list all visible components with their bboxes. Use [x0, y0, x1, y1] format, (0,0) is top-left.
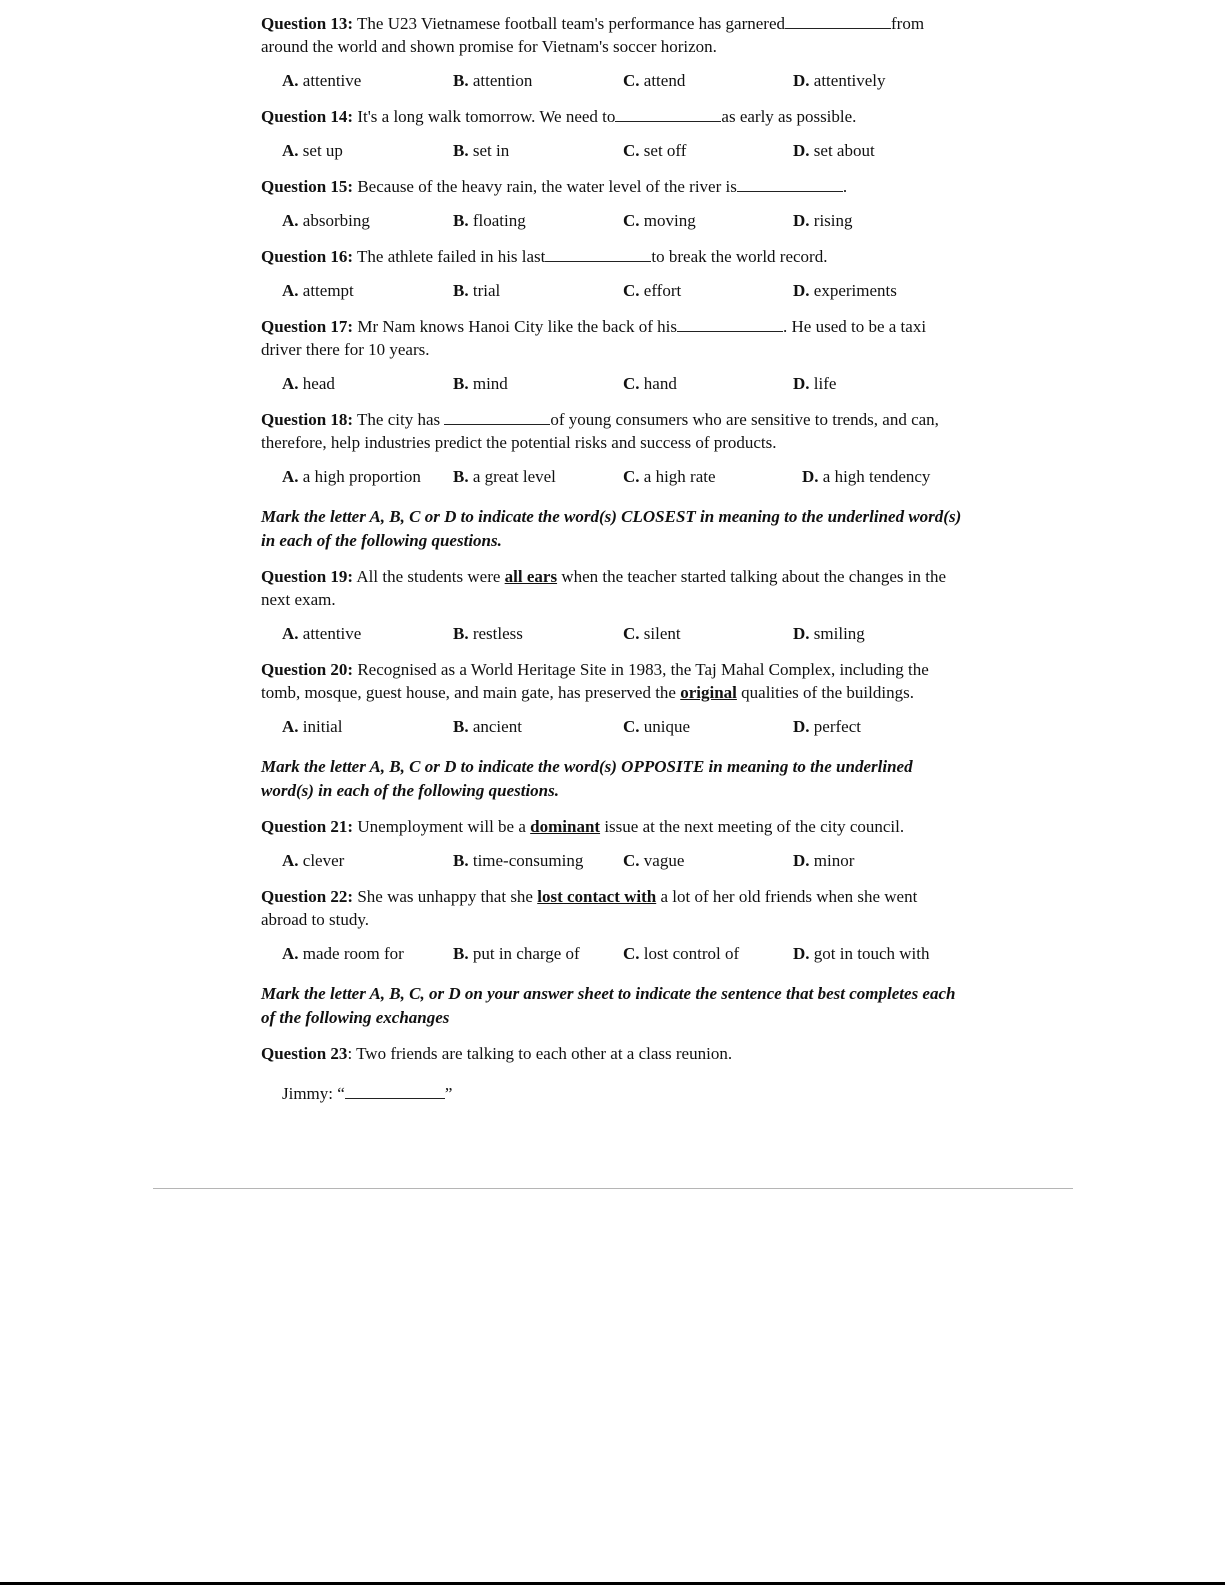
question-text: issue at the next meeting of the city council.	[600, 817, 905, 836]
option-a[interactable]: A. absorbing	[282, 211, 370, 230]
option-a[interactable]: A. attempt	[282, 281, 354, 300]
question-text: of young consumers who are sensitive to trends, and can, therefore, help industries predict the potential risks and success of products.	[261, 410, 939, 452]
option-c[interactable]: C. vague	[623, 851, 685, 870]
option-d[interactable]: D. life	[793, 374, 837, 393]
option-a[interactable]: A. made room for	[282, 944, 404, 963]
options-row	[261, 622, 966, 645]
option-c[interactable]: C. set off	[623, 141, 687, 160]
option-b[interactable]: B. a great level	[453, 467, 556, 486]
option-a[interactable]: A. set up	[282, 141, 343, 160]
question-text: a lot of her old friends when she went abroad to study.	[261, 887, 918, 929]
question-18	[261, 408, 966, 454]
question-22	[261, 885, 966, 931]
option-d[interactable]: D. rising	[793, 211, 853, 230]
question-16	[261, 245, 966, 268]
section-instruction: Mark the letter A, B, C, or D on your answer sheet to indicate the sentence that best completes each of the following exchanges	[261, 984, 956, 1027]
option-d[interactable]: D. minor	[793, 851, 855, 870]
option-d[interactable]: D. attentively	[793, 71, 886, 90]
question-label: Question 21:	[261, 817, 354, 836]
option-a[interactable]: A. attentive	[282, 71, 362, 90]
question-text: : Two friends are talking to each other at a class reunion.	[347, 1044, 733, 1063]
options-row	[261, 849, 966, 872]
question-text: The city has	[353, 410, 445, 429]
option-c[interactable]: C. unique	[623, 717, 691, 736]
option-b[interactable]: B. attention	[453, 71, 533, 90]
question-label: Question 20:	[261, 660, 354, 679]
option-d[interactable]: D. a high tendency	[802, 467, 931, 486]
option-c[interactable]: C. a high rate	[623, 467, 716, 486]
question-label: Question 14:	[261, 107, 354, 126]
answer-blank	[545, 246, 651, 262]
question-text: Because of the heavy rain, the water level of the river is	[353, 177, 737, 196]
option-a[interactable]: A. initial	[282, 717, 343, 736]
options-row	[261, 715, 966, 738]
answer-blank	[615, 106, 721, 122]
question-label: Question 16:	[261, 247, 354, 266]
question-label: Question 18:	[261, 410, 354, 429]
options-row	[261, 209, 966, 232]
underlined-phrase: lost contact with	[537, 887, 657, 906]
option-d[interactable]: D. set about	[793, 141, 875, 160]
question-text: Unemployment will be a	[353, 817, 531, 836]
question-text: All the students were	[353, 567, 505, 586]
question-label: Question 15:	[261, 177, 354, 196]
options-row	[261, 372, 966, 395]
question-text: The U23 Vietnamese football team's performance has garnered	[353, 14, 786, 33]
option-c[interactable]: C. silent	[623, 624, 681, 643]
question-label: Question 13:	[261, 14, 354, 33]
question-15	[261, 175, 966, 198]
question-label: Question 22:	[261, 887, 354, 906]
question-text: She was unhappy that she	[353, 887, 538, 906]
speaker-prefix: Jimmy: “	[282, 1084, 345, 1103]
option-b[interactable]: B. set in	[453, 141, 510, 160]
option-c[interactable]: C. moving	[623, 211, 696, 230]
option-b[interactable]: B. floating	[453, 211, 526, 230]
question-17	[261, 315, 966, 361]
question-text: It's a long walk tomorrow. We need to	[353, 107, 616, 126]
option-b[interactable]: B. mind	[453, 374, 508, 393]
option-d[interactable]: D. got in touch with	[793, 944, 930, 963]
question-label: Question 17:	[261, 317, 354, 336]
option-a[interactable]: A. head	[282, 374, 335, 393]
option-c[interactable]: C. attend	[623, 71, 686, 90]
section-instruction: Mark the letter A, B, C or D to indicate the word(s) CLOSEST in meaning to the underlined word(s) in each of the following questions.	[261, 507, 962, 550]
option-a[interactable]: A. clever	[282, 851, 345, 870]
option-c[interactable]: C. effort	[623, 281, 682, 300]
option-d[interactable]: D. perfect	[793, 717, 861, 736]
question-text: when the teacher started talking about the changes in the next exam.	[261, 567, 947, 609]
question-text: .	[842, 177, 848, 196]
section-instruction: Mark the letter A, B, C or D to indicate the word(s) OPPOSITE in meaning to the underlined word(s) in each of the following questions.	[261, 757, 913, 800]
question-text: The athlete failed in his last	[353, 247, 546, 266]
options-row	[261, 942, 966, 965]
question-text: from around the world and shown promise for Vietnam's soccer horizon.	[261, 14, 925, 56]
question-text: as early as possible.	[721, 107, 857, 126]
question-text: Recognised as a World Heritage Site in 1983, the Taj Mahal Complex, including the tomb, mosque, guest house, and main gate, has preserved the	[261, 660, 929, 702]
option-b[interactable]: B. restless	[453, 624, 523, 643]
underlined-phrase: dominant	[530, 817, 601, 836]
page-divider	[153, 1188, 1073, 1189]
question-text: . He used to be a taxi driver there for 10 years.	[261, 317, 927, 359]
options-row	[261, 139, 966, 162]
options-row	[261, 69, 966, 92]
question-19	[261, 565, 966, 611]
underlined-phrase: original	[680, 683, 737, 702]
underlined-phrase: all ears	[504, 567, 558, 586]
exam-page-content	[261, 12, 966, 1122]
question-text: qualities of the buildings.	[736, 683, 914, 702]
answer-blank	[677, 316, 783, 332]
option-a[interactable]: A. attentive	[282, 624, 362, 643]
dialogue-line	[282, 1082, 966, 1105]
question-21	[261, 815, 966, 838]
question-23	[261, 1042, 966, 1065]
option-b[interactable]: B. put in charge of	[453, 944, 580, 963]
options-row	[261, 465, 966, 488]
question-20	[261, 658, 966, 704]
answer-blank	[737, 176, 843, 192]
answer-blank	[345, 1083, 445, 1099]
option-d[interactable]: D. experiments	[793, 281, 897, 300]
option-c[interactable]: C. hand	[623, 374, 677, 393]
question-13	[261, 12, 966, 58]
answer-blank	[444, 409, 550, 425]
options-row	[261, 279, 966, 302]
option-a[interactable]: A. a high proportion	[282, 467, 421, 486]
question-label: Question 19:	[261, 567, 354, 586]
option-b[interactable]: B. ancient	[453, 717, 522, 736]
option-d[interactable]: D. smiling	[793, 624, 865, 643]
question-14	[261, 105, 966, 128]
option-b[interactable]: B. trial	[453, 281, 501, 300]
quote-close: ”	[444, 1084, 453, 1103]
answer-blank	[785, 13, 891, 29]
option-c[interactable]: C. lost control of	[623, 944, 740, 963]
question-text: Mr Nam knows Hanoi City like the back of his	[353, 317, 677, 336]
question-label: Question 23	[261, 1044, 348, 1063]
option-b[interactable]: B. time-consuming	[453, 851, 584, 870]
question-text: to break the world record.	[651, 247, 828, 266]
